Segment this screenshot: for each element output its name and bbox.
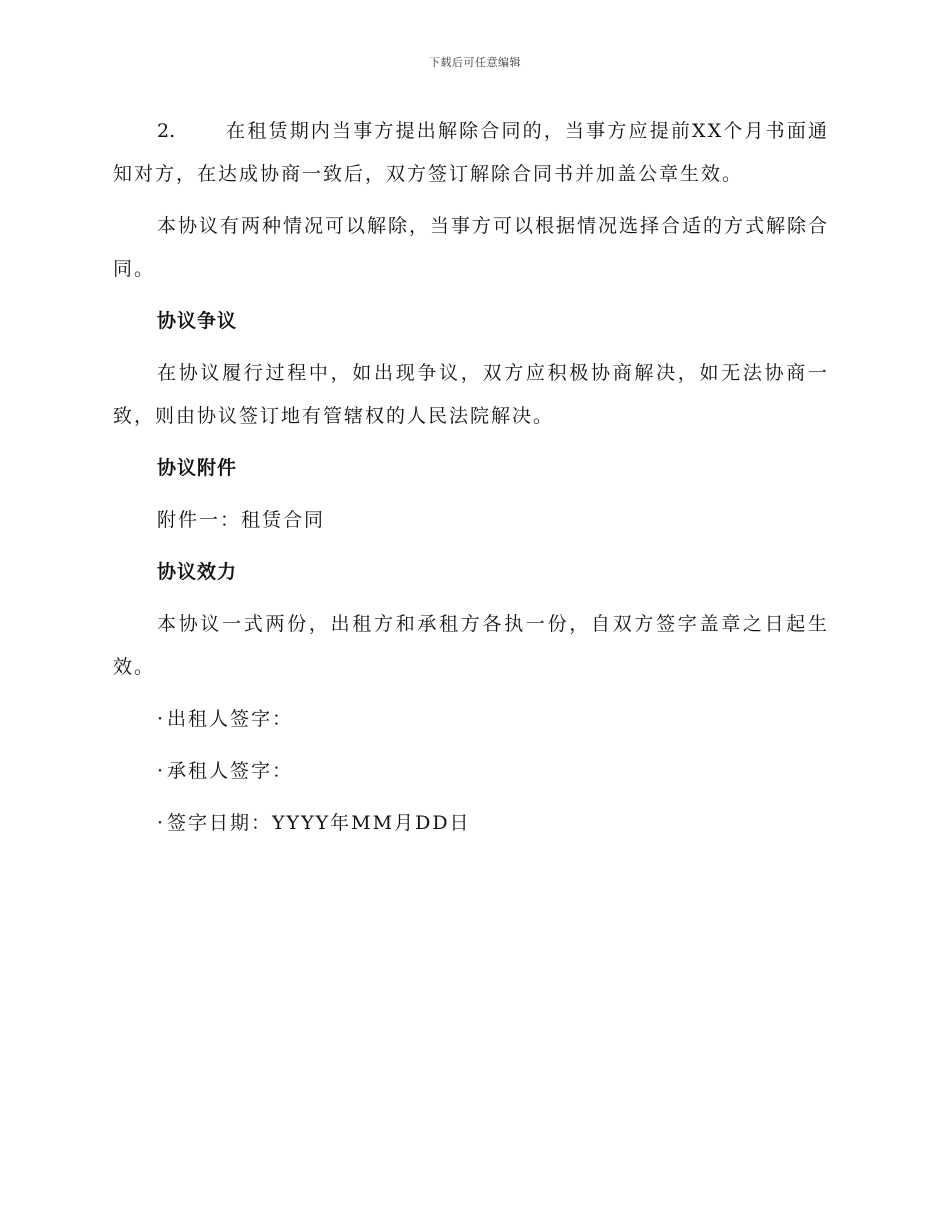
page-header: 下载后可任意编辑 bbox=[429, 56, 521, 69]
attachment-heading: 协议附件 bbox=[157, 457, 238, 479]
item-number: 2. bbox=[157, 120, 176, 142]
lessee-signature-line bbox=[157, 750, 829, 793]
dispute-heading: 协议争议 bbox=[157, 310, 238, 332]
attachment-body: 附件一：租赁合同 bbox=[157, 509, 326, 531]
bullet-icon: · bbox=[157, 708, 164, 730]
item-text: 在租赁期内当事方提出解除合同的，当事方应提前XX个月书面通知对方，在达成协商一致后，双方签订解除合同书并加盖公章生效。 bbox=[113, 120, 829, 185]
lessor-signature-line bbox=[157, 698, 829, 741]
termination-item-2 bbox=[113, 110, 829, 196]
signature-date-label: 签字日期：YYYY年MM月DD日 bbox=[167, 812, 471, 834]
termination-summary: 本协议有两种情况可以解除，当事方可以根据情况选择合适的方式解除合同。 bbox=[113, 215, 830, 280]
dispute-body: 在协议履行过程中，如出现争议，双方应积极协商解决，如无法协商一致，则由协议签订地有管辖权的人民法院解决。 bbox=[113, 362, 829, 427]
lessor-signature-label: 出租人签字： bbox=[167, 708, 294, 730]
effect-body: 本协议一式两份，出租方和承租方各执一份，自双方签字盖章之日起生效。 bbox=[113, 613, 829, 678]
signature-date-line bbox=[157, 802, 829, 845]
bullet-icon: · bbox=[157, 760, 164, 782]
effect-heading: 协议效力 bbox=[157, 561, 238, 583]
lessee-signature-label: 承租人签字： bbox=[167, 760, 294, 782]
document-body bbox=[113, 110, 829, 854]
bullet-icon: · bbox=[157, 812, 164, 834]
